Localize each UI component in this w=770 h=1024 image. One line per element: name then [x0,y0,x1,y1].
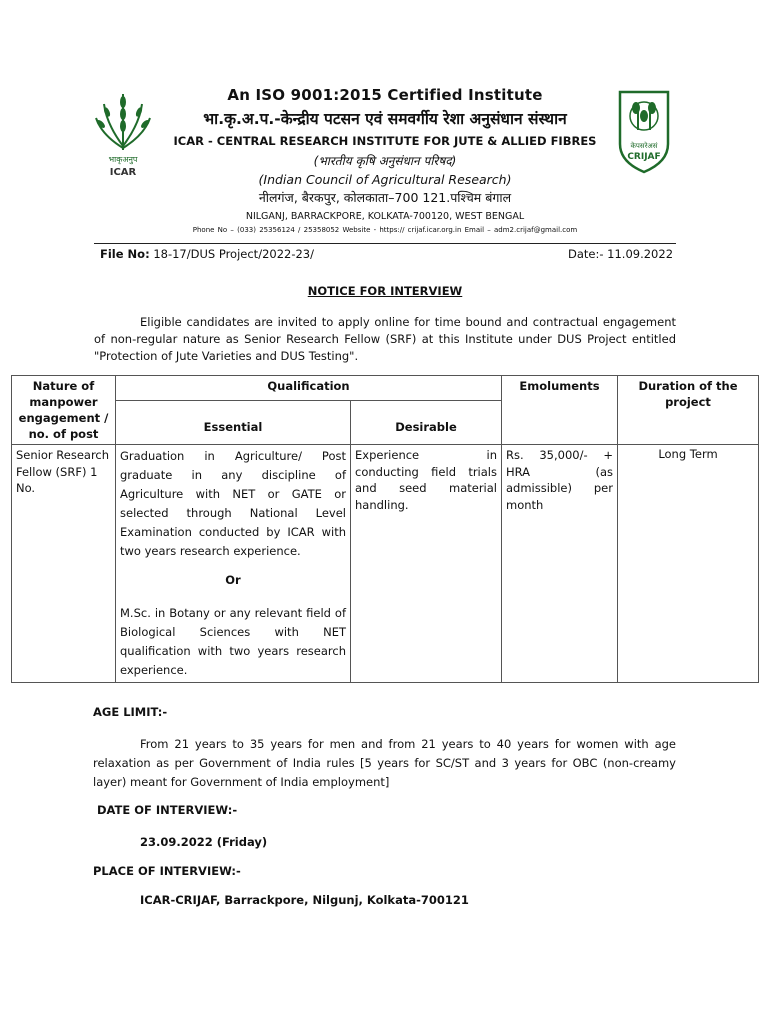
header-duration: Duration of the project [618,376,759,445]
header-nature: Nature of manpower engagement / no. of post [12,376,116,445]
age-limit-text: From 21 years to 35 years for men and from 21 years to 40 years for women with age relaxation as per Government of India rules [5 years for SC/ST and 3 years for OBC (non-creamy layer) meant for Government of India employment] [93,737,676,789]
address-english: NILGANJ, BARRACKPORE, KOLKATA-700120, WEST BENGAL [245,211,525,222]
file-number-label: File No: [100,247,150,261]
header-essential: Essential [116,400,351,444]
interview-place-value: ICAR-CRIJAF, Barrackpore, Nilgunj, Kolkata-700121 [140,893,469,907]
letterhead [150,86,620,234]
table-header-row [12,376,759,401]
notice-date: Date:- 11.09.2022 [568,247,674,261]
institute-name-english: ICAR - CENTRAL RESEARCH INSTITUTE FOR JUTE & ALLIED FIBRES [173,134,597,148]
cell-nature: Senior Research Fellow (SRF) 1 No. [12,445,116,683]
icar-logo [92,88,154,180]
cell-duration: Long Term [618,445,759,683]
interview-date-value: 23.09.2022 (Friday) [140,835,268,849]
council-name-hindi: (भारतीय कृषि अनुसंधान परिषद) [313,154,457,168]
crijaf-logo [612,86,676,178]
cell-desirable: Experience in conducting field trials and seed material handling. [351,445,502,683]
interview-place-label: PLACE OF INTERVIEW:- [93,864,241,878]
interview-date-label: DATE OF INTERVIEW:- [97,803,238,817]
qualification-table [11,375,759,683]
header-emoluments: Emoluments [502,376,618,445]
essential-option-1: Graduation in Agriculture/ Post graduate in any discipline of Agriculture with NET or GATE or selected through National Level Examination conducted by ICAR with two years research experience. [120,449,346,558]
cell-emoluments: Rs. 35,000/- + HRA (as admissible) per month [502,445,618,683]
header-qualification: Qualification [116,376,502,401]
cell-essential [116,445,351,683]
contact-line: Phone No – (033) 25356124 / 25358052 Website - https:// crijaf.icar.org.in Email – adm2.crijaf@gmail.com [192,226,578,234]
institute-name-hindi: भा.कृ.अ.प.-केन्द्रीय पटसन एवं समवर्गीय रेशा अनुसंधान संस्थान [203,110,567,128]
council-name: (Indian Council of Agricultural Research) [258,172,512,187]
logo-right-hindi: केपसरेअसं [630,142,658,150]
file-number [100,247,314,261]
table-row [12,445,759,683]
essential-or: Or [225,573,241,587]
notice-title: NOTICE FOR INTERVIEW [307,284,463,298]
essential-option-2: M.Sc. in Botany or any relevant field of Biological Sciences with NET qualification with two years research experience. [120,606,346,677]
address-hindi: नीलगंज, बैरकपुर, कोलकाता–700 121.पश्चिम बंगाल [258,190,512,205]
age-limit-label: AGE LIMIT:- [93,705,168,719]
logo-left-english: ICAR [109,167,137,178]
intro-paragraph: Eligible candidates are invited to apply online for time bound and contractual engagement of non-regular nature as Senior Research Fellow (SRF) at this Institute under DUS Project entitled "Protection of Jute Varieties and DUS Testing". [94,315,676,363]
logo-right-english: CRIJAF [627,152,661,162]
iso-certification: An ISO 9001:2015 Certified Institute [227,86,543,104]
header-divider [94,243,676,244]
header-desirable: Desirable [351,400,502,444]
logo-left-hindi: भाकृअनुप [108,155,138,164]
file-number-value: 18-17/DUS Project/2022-23/ [153,247,314,261]
